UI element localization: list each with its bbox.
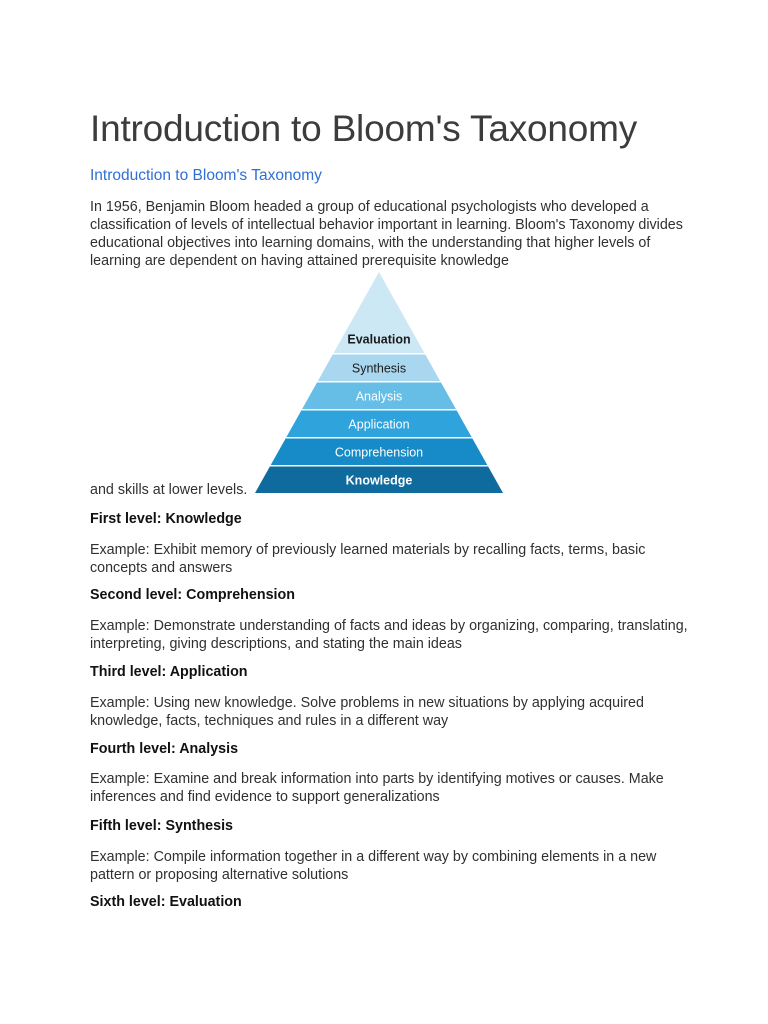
level-heading-comprehension: Second level: Comprehension [90,587,295,603]
pyramid-label-knowledge: Knowledge [345,473,413,488]
level-heading-knowledge: First level: Knowledge [90,511,242,527]
level-example-synthesis: Example: Compile information together in a different way by combining elements in a new pattern or proposing alternative solutions [90,849,657,883]
level-heading-analysis: Fourth level: Analysis [90,741,239,757]
level-heading-synthesis: Fifth level: Synthesis [90,818,234,834]
intro-paragraph: In 1956, Benjamin Bloom headed a group of educational psychologists who developed a classification of levels of intellectual behavior important in learning. Bloom's Taxonomy divides educational objectives into learning domains, with the understanding that higher levels of learning are dependent on having attained prerequisite knowledge [90,199,683,269]
level-example-application: Example: Using new knowledge. Solve problems in new situations by applying acquired knowledge, facts, techniques and rules in a different way [90,695,644,729]
level-example-comprehension: Example: Demonstrate understanding of facts and ideas by organizing, comparing, translating, interpreting, giving descriptions, and stating the main ideas [90,618,688,652]
pyramid-label-analysis: Analysis [355,389,403,404]
level-heading-evaluation: Sixth level: Evaluation [90,894,242,910]
level-example-analysis: Example: Examine and break information into parts by identifying motives or causes. Make inferences and find evidence to support generalizations [90,771,664,805]
page-title: Introduction to Bloom's Taxonomy [90,108,638,149]
pyramid-label-application: Application [348,417,410,432]
pyramid-label-synthesis: Synthesis [351,361,407,376]
intro-paragraph-tail: and skills at lower levels. [90,482,248,498]
section-heading: Introduction to Bloom's Taxonomy [90,167,322,184]
level-example-knowledge: Example: Exhibit memory of previously learned materials by recalling facts, terms, basic concepts and answers [90,542,646,576]
pyramid-label-evaluation: Evaluation [347,332,411,347]
pyramid-label-comprehension: Comprehension [334,445,424,460]
level-heading-application: Third level: Application [90,664,248,680]
blooms-taxonomy-pyramid [255,272,507,496]
